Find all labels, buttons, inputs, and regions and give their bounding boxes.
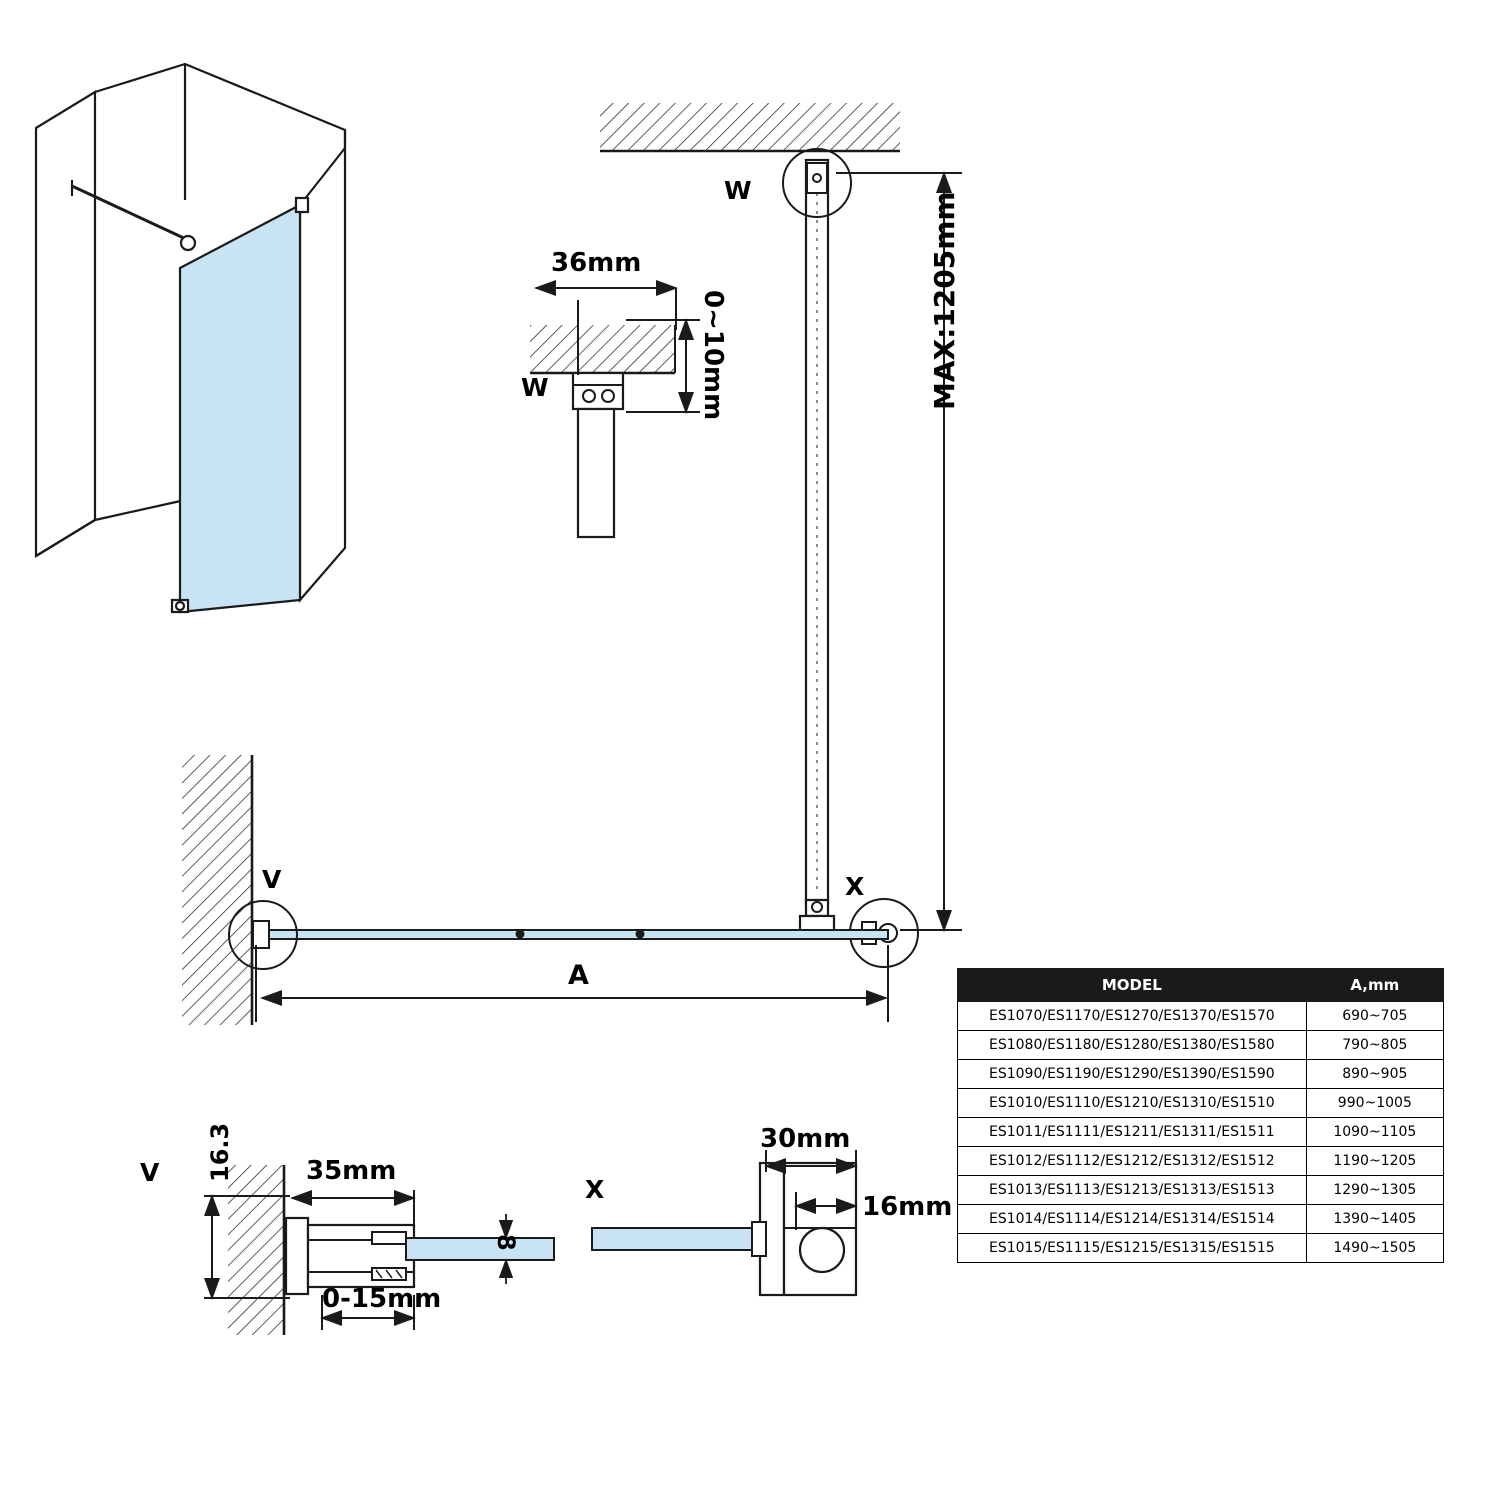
label-v-plan: V: [262, 865, 282, 894]
header-a-mm: A,mm: [1306, 969, 1443, 1002]
table-row: [958, 1031, 1444, 1060]
table-row: [958, 1234, 1444, 1263]
table-row: [958, 1176, 1444, 1205]
dim-0-15mm: 0-15mm: [322, 1284, 442, 1314]
cell-model: ES1011/ES1111/ES1211/ES1311/ES1511: [958, 1118, 1307, 1147]
isometric-view: [36, 64, 345, 612]
cell-a-mm: 1290~1305: [1306, 1176, 1443, 1205]
detail-x-section: [592, 1150, 856, 1295]
cell-a-mm: 1490~1505: [1306, 1234, 1443, 1263]
dim-16-3: 16.3: [206, 1122, 234, 1182]
detail-w-section: [530, 288, 700, 537]
cell-a-mm: 1190~1205: [1306, 1147, 1443, 1176]
cell-a-mm: 790~805: [1306, 1031, 1443, 1060]
cell-model: ES1013/ES1113/ES1213/ES1313/ES1513: [958, 1176, 1307, 1205]
cell-model: ES1080/ES1180/ES1280/ES1380/ES1580: [958, 1031, 1307, 1060]
table-row: [958, 1089, 1444, 1118]
label-x-plan: X: [845, 872, 865, 901]
cell-model: ES1014/ES1114/ES1214/ES1314/ES1514: [958, 1205, 1307, 1234]
dim-30mm: 30mm: [760, 1124, 851, 1154]
model-spec-table: [957, 968, 1444, 1263]
header-model: MODEL: [958, 969, 1307, 1002]
dim-36mm: 36mm: [551, 248, 642, 278]
table-row: [958, 1002, 1444, 1031]
cell-a-mm: 690~705: [1306, 1002, 1443, 1031]
table-row: [958, 1118, 1444, 1147]
dim-16mm: 16mm: [862, 1192, 953, 1222]
cell-model: ES1015/ES1115/ES1215/ES1315/ES1515: [958, 1234, 1307, 1263]
cell-a-mm: 990~1005: [1306, 1089, 1443, 1118]
dim-0-10mm: 0~10mm: [698, 290, 728, 421]
cell-model: ES1070/ES1170/ES1270/ES1370/ES1570: [958, 1002, 1307, 1031]
cell-model: ES1010/ES1110/ES1210/ES1310/ES1510: [958, 1089, 1307, 1118]
elevation-view: [600, 103, 962, 967]
cell-model: ES1090/ES1190/ES1290/ES1390/ES1590: [958, 1060, 1307, 1089]
dim-8: 8: [492, 1234, 520, 1251]
dim-max-height: MAX:1205mm: [928, 191, 961, 410]
cell-a-mm: 1090~1105: [1306, 1118, 1443, 1147]
label-w-detail: W: [521, 373, 549, 402]
label-w-elevation: W: [724, 176, 752, 205]
dim-35mm: 35mm: [306, 1156, 397, 1186]
dim-a: A: [568, 960, 589, 991]
cell-a-mm: 890~905: [1306, 1060, 1443, 1089]
cell-a-mm: 1390~1405: [1306, 1205, 1443, 1234]
table-row: [958, 1205, 1444, 1234]
label-v-detail: V: [140, 1158, 160, 1187]
table-row: [958, 1060, 1444, 1089]
plan-view: [182, 755, 888, 1025]
cell-model: ES1012/ES1112/ES1212/ES1312/ES1512: [958, 1147, 1307, 1176]
label-x-detail: X: [585, 1175, 605, 1204]
table-header-row: [958, 969, 1444, 1002]
table-row: [958, 1147, 1444, 1176]
